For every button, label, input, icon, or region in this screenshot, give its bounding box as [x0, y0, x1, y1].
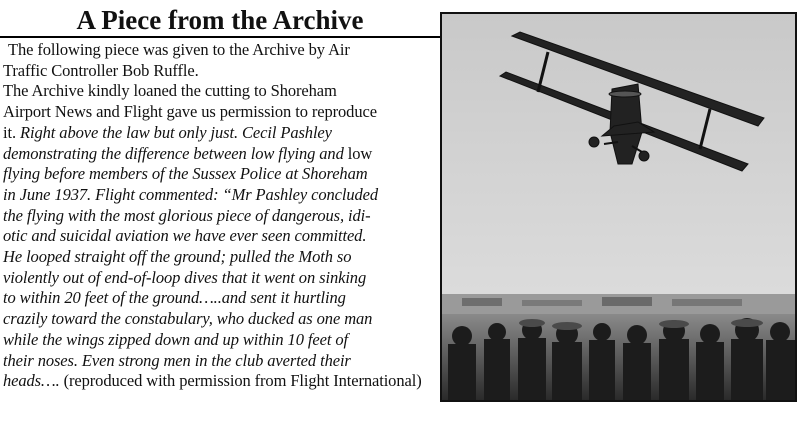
article-body	[3, 40, 495, 392]
archive-photo	[440, 12, 797, 402]
intro-paragraph-2: The Archive kindly loaned the cutting to Shoreham Airport News and Flight gave us permission to reproduce it.	[3, 81, 377, 142]
caption-quote-b: flying before members of the Sussex Police at Shoreham in June 1937. Flight commented: “Mr Pashley concluded the flying with the most glorious piece of dangerous, idi- otic and suicidal aviation we have ever seen committed. He looped straight off the ground; pulled the Moth so violently out of end-of-loop dives that it went on sinking to within 20 feet of the ground…..and sent it hurtling crazily toward the constabulary, who ducked as one man while the wings zipped down and up within 10 feet of their noses. Even strong men in the club averted their heads….	[3, 164, 379, 391]
credit-line: (reproduced with permission from Flight International)	[59, 371, 422, 391]
caption-normal-a: low	[347, 143, 373, 163]
article-title: A Piece from the Archive	[76, 5, 364, 35]
intro-paragraph-1: The following piece was given to the Archive by Air Traffic Controller Bob Ruffle.	[3, 40, 350, 80]
caption-quote-a: Right above the law but only just. Cecil Pashley demonstrating the difference between low flying and	[3, 122, 344, 163]
biplane-photo-illustration	[442, 14, 795, 400]
title-rule	[0, 36, 440, 38]
